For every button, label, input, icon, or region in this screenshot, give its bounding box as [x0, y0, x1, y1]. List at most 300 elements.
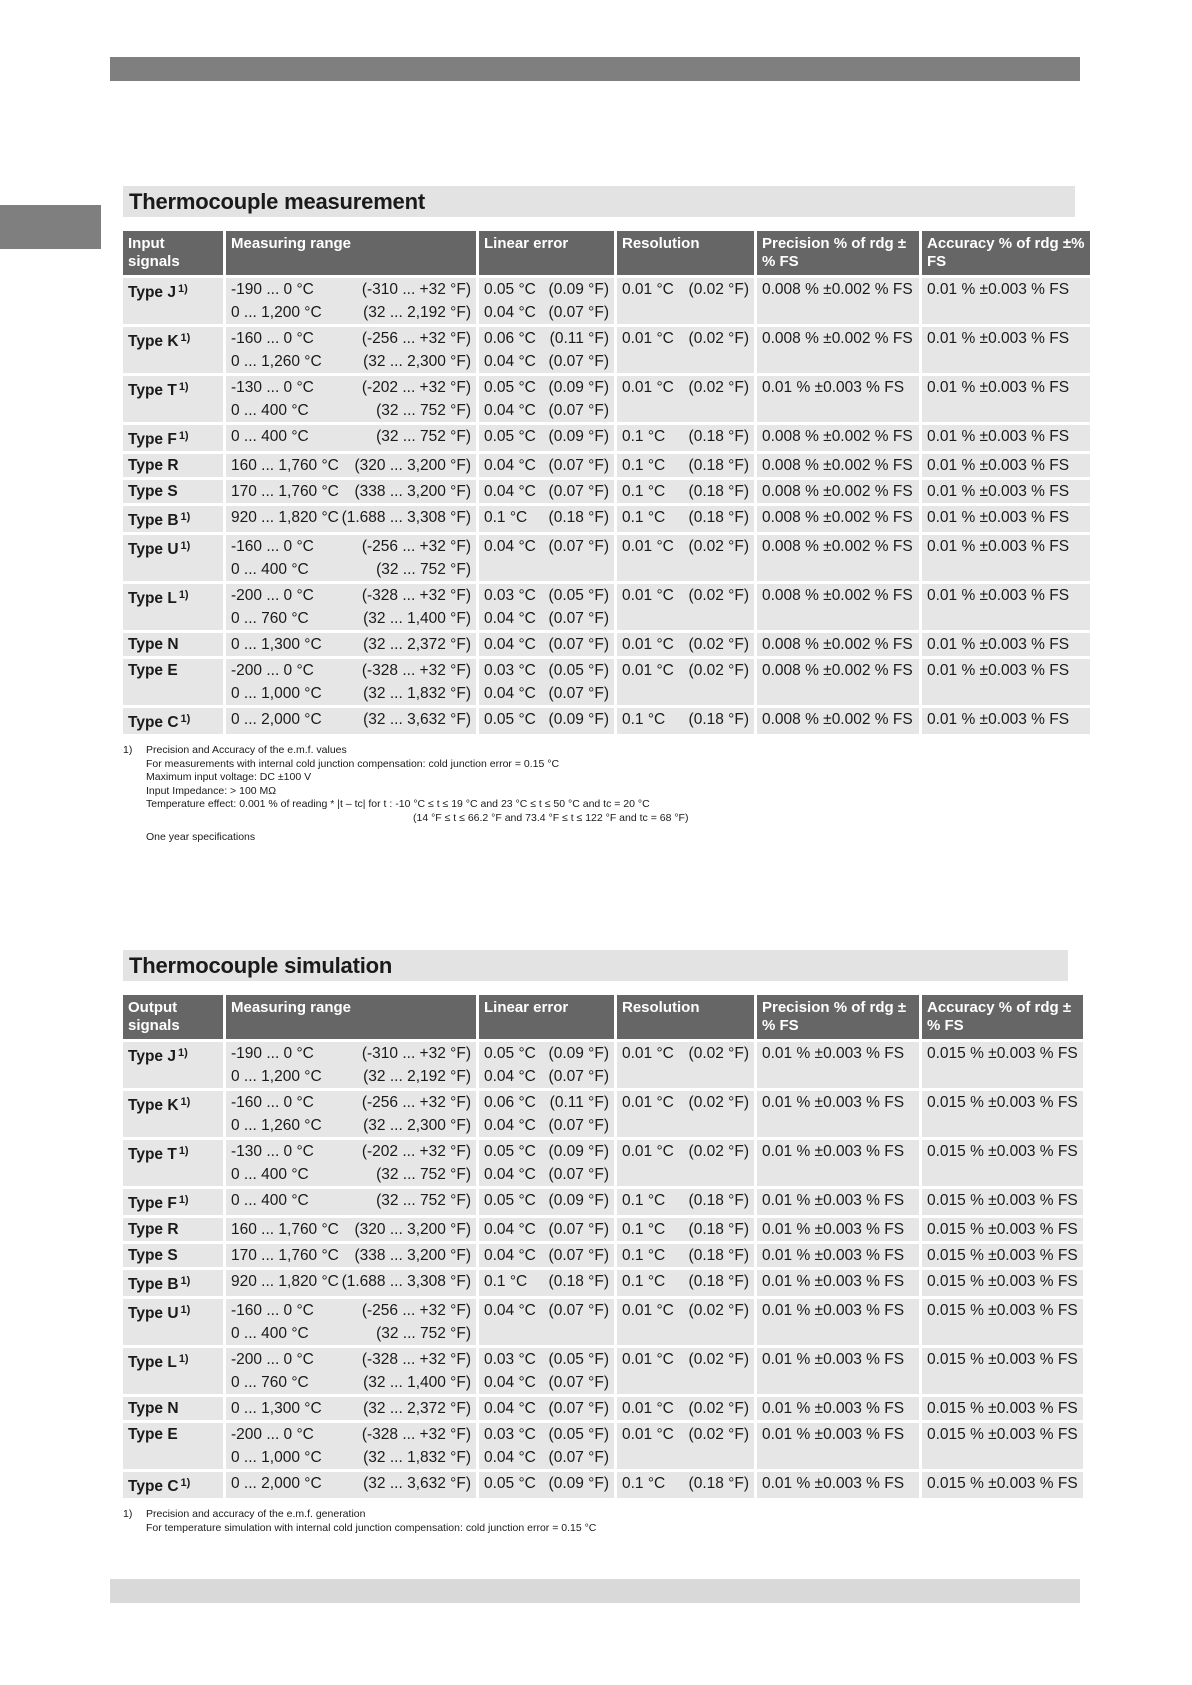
type-label: Type K	[128, 1097, 179, 1114]
type-label: Type C	[128, 714, 179, 731]
range-fahrenheit: (338 ... 3,200 °F)	[354, 483, 471, 500]
resolution-cell	[617, 532, 754, 581]
measuring-range-cell	[226, 324, 476, 373]
linear-error-fahrenheit: (0.07 °F)	[548, 1247, 609, 1264]
linear-error-line	[484, 1065, 609, 1088]
range-fahrenheit: (32 ... 1,832 °F)	[363, 1449, 471, 1466]
range-line	[231, 376, 471, 399]
linear-error-line	[484, 301, 609, 324]
table-row	[123, 503, 1090, 532]
thermocouple-type	[123, 630, 223, 656]
accuracy-cell: 0.015 % ±0.003 % FS	[922, 1241, 1083, 1267]
accuracy-cell: 0.015 % ±0.003 % FS	[922, 1267, 1083, 1296]
linear-error-cell	[479, 1088, 614, 1137]
range-celsius: 0 ... 1,200 °C	[231, 304, 322, 321]
linear-error-cell	[479, 451, 614, 477]
range-celsius: 0 ... 400 °C	[231, 428, 309, 445]
resolution-cell	[617, 1241, 754, 1267]
linear-error-fahrenheit: (0.07 °F)	[548, 636, 609, 653]
range-celsius: -190 ... 0 °C	[231, 1045, 314, 1062]
type-label: Type N	[128, 636, 179, 653]
resolution-fahrenheit: (0.18 °F)	[688, 1247, 749, 1264]
linear-error-fahrenheit: (0.07 °F)	[548, 353, 609, 370]
resolution-celsius: 0.1 °C	[622, 1192, 666, 1209]
footnote-ref: 1)	[180, 332, 191, 344]
resolution-line	[622, 1140, 749, 1163]
linear-error-fahrenheit: (0.05 °F)	[548, 662, 609, 679]
resolution-celsius: 0.01 °C	[622, 1400, 674, 1417]
range-fahrenheit: (32 ... 752 °F)	[376, 1166, 471, 1183]
range-celsius: -160 ... 0 °C	[231, 1094, 314, 1111]
footnote-ref: 1)	[180, 1477, 191, 1489]
table-row	[123, 1215, 1083, 1241]
linear-error-line	[484, 708, 609, 731]
resolution-line	[622, 1270, 749, 1293]
table-row	[123, 581, 1090, 630]
range-line	[231, 425, 471, 448]
linear-error-fahrenheit: (0.05 °F)	[548, 587, 609, 604]
precision-cell: 0.01 % ±0.003 % FS	[757, 1420, 919, 1469]
precision-cell: 0.008 % ±0.002 % FS	[757, 656, 919, 705]
footnote-ref: 1)	[180, 1304, 191, 1316]
range-line	[231, 1348, 471, 1371]
precision-cell: 0.01 % ±0.003 % FS	[757, 1469, 919, 1498]
range-celsius: 0 ... 2,000 °C	[231, 711, 322, 728]
thermocouple-type	[123, 275, 223, 324]
measuring-range-cell	[226, 1215, 476, 1241]
range-celsius: 0 ... 400 °C	[231, 402, 309, 419]
resolution-celsius: 0.01 °C	[622, 1351, 674, 1368]
footnote-text: For measurements with internal cold junction compensation: cold junction error = 0.15 °C	[146, 757, 560, 770]
linear-error-celsius: 0.04 °C	[484, 1247, 536, 1264]
resolution-line	[622, 1218, 749, 1241]
range-line	[231, 399, 471, 422]
accuracy-cell: 0.01 % ±0.003 % FS	[922, 451, 1090, 477]
range-line	[231, 454, 471, 477]
table-row	[123, 477, 1090, 503]
type-label: Type R	[128, 1221, 179, 1238]
range-fahrenheit: (32 ... 1,832 °F)	[363, 685, 471, 702]
footnote-number: 1)	[123, 744, 133, 756]
resolution-cell	[617, 630, 754, 656]
linear-error-cell	[479, 373, 614, 422]
resolution-line	[622, 454, 749, 477]
range-fahrenheit: (320 ... 3,200 °F)	[354, 457, 471, 474]
resolution-line	[622, 659, 749, 682]
linear-error-celsius: 0.05 °C	[484, 281, 536, 298]
type-label: Type F	[128, 1195, 177, 1212]
resolution-celsius: 0.1 °C	[622, 428, 666, 445]
range-celsius: -200 ... 0 °C	[231, 587, 314, 604]
resolution-fahrenheit: (0.02 °F)	[688, 1426, 749, 1443]
header-accuracy: Accuracy % of rdg ±% FS	[922, 231, 1090, 275]
linear-error-fahrenheit: (0.07 °F)	[548, 304, 609, 321]
range-celsius: -190 ... 0 °C	[231, 281, 314, 298]
accuracy-cell: 0.01 % ±0.003 % FS	[922, 705, 1090, 734]
range-celsius: -200 ... 0 °C	[231, 1351, 314, 1368]
table-row	[123, 1394, 1083, 1420]
resolution-cell	[617, 1345, 754, 1394]
measurement-body	[123, 275, 1090, 734]
resolution-cell	[617, 422, 754, 451]
precision-cell: 0.01 % ±0.003 % FS	[757, 1296, 919, 1345]
linear-error-celsius: 0.1 °C	[484, 1273, 528, 1290]
footnote-text: Input Impedance: > 100 MΩ	[146, 784, 277, 797]
range-line	[231, 1163, 471, 1186]
table-row	[123, 1267, 1083, 1296]
linear-error-celsius: 0.05 °C	[484, 379, 536, 396]
accuracy-cell: 0.015 % ±0.003 % FS	[922, 1296, 1083, 1345]
table-row	[123, 1186, 1083, 1215]
range-line	[231, 327, 471, 350]
resolution-cell	[617, 324, 754, 373]
range-fahrenheit: (-310 ... +32 °F)	[361, 281, 471, 298]
linear-error-line	[484, 1091, 609, 1114]
linear-error-line	[484, 327, 609, 350]
range-fahrenheit: (-256 ... +32 °F)	[361, 330, 471, 347]
linear-error-fahrenheit: (0.09 °F)	[548, 1045, 609, 1062]
range-celsius: -160 ... 0 °C	[231, 330, 314, 347]
linear-error-line	[484, 633, 609, 656]
range-line	[231, 535, 471, 558]
linear-error-fahrenheit: (0.09 °F)	[548, 428, 609, 445]
accuracy-cell: 0.01 % ±0.003 % FS	[922, 581, 1090, 630]
type-label: Type T	[128, 1146, 177, 1163]
resolution-fahrenheit: (0.02 °F)	[688, 662, 749, 679]
measuring-range-cell	[226, 422, 476, 451]
range-celsius: 160 ... 1,760 °C	[231, 1221, 339, 1238]
range-fahrenheit: (-256 ... +32 °F)	[361, 538, 471, 555]
resolution-line	[622, 278, 749, 301]
measurement-section	[123, 186, 1085, 845]
linear-error-cell	[479, 1394, 614, 1420]
range-fahrenheit: (32 ... 752 °F)	[376, 1192, 471, 1209]
measuring-range-cell	[226, 581, 476, 630]
precision-cell: 0.01 % ±0.003 % FS	[757, 1088, 919, 1137]
resolution-line	[622, 1244, 749, 1267]
resolution-fahrenheit: (0.02 °F)	[688, 1302, 749, 1319]
resolution-cell	[617, 1088, 754, 1137]
thermocouple-type	[123, 656, 223, 705]
linear-error-line	[484, 1218, 609, 1241]
resolution-line	[622, 425, 749, 448]
range-line	[231, 1042, 471, 1065]
linear-error-line	[484, 584, 609, 607]
thermocouple-type	[123, 532, 223, 581]
range-fahrenheit: (32 ... 752 °F)	[376, 402, 471, 419]
resolution-fahrenheit: (0.02 °F)	[688, 281, 749, 298]
resolution-line	[622, 708, 749, 731]
table-row	[123, 275, 1090, 324]
thermocouple-type	[123, 1420, 223, 1469]
resolution-cell	[617, 1394, 754, 1420]
footnote-line	[123, 831, 1075, 845]
measuring-range-cell	[226, 1296, 476, 1345]
thermocouple-type	[123, 1345, 223, 1394]
measuring-range-cell	[226, 1394, 476, 1420]
precision-cell: 0.01 % ±0.003 % FS	[757, 1186, 919, 1215]
precision-cell: 0.008 % ±0.002 % FS	[757, 581, 919, 630]
range-line	[231, 584, 471, 607]
linear-error-cell	[479, 630, 614, 656]
linear-error-celsius: 0.04 °C	[484, 402, 536, 419]
measuring-range-cell	[226, 1420, 476, 1469]
precision-cell: 0.008 % ±0.002 % FS	[757, 630, 919, 656]
linear-error-cell	[479, 1039, 614, 1088]
linear-error-celsius: 0.04 °C	[484, 538, 536, 555]
accuracy-cell: 0.015 % ±0.003 % FS	[922, 1215, 1083, 1241]
resolution-fahrenheit: (0.02 °F)	[688, 1143, 749, 1160]
resolution-fahrenheit: (0.02 °F)	[688, 587, 749, 604]
resolution-celsius: 0.01 °C	[622, 1143, 674, 1160]
linear-error-celsius: 0.04 °C	[484, 1400, 536, 1417]
resolution-fahrenheit: (0.02 °F)	[688, 538, 749, 555]
resolution-cell	[617, 451, 754, 477]
footnote-number: 1)	[123, 1508, 133, 1520]
resolution-cell	[617, 373, 754, 422]
table-row	[123, 656, 1090, 705]
range-line	[231, 1423, 471, 1446]
range-celsius: 0 ... 400 °C	[231, 1166, 309, 1183]
range-fahrenheit: (32 ... 1,400 °F)	[363, 1374, 471, 1391]
resolution-celsius: 0.1 °C	[622, 1221, 666, 1238]
linear-error-line	[484, 1140, 609, 1163]
range-celsius: 0 ... 400 °C	[231, 1325, 309, 1342]
precision-cell: 0.008 % ±0.002 % FS	[757, 532, 919, 581]
header-measuring-range: Measuring range	[226, 231, 476, 275]
precision-cell: 0.008 % ±0.002 % FS	[757, 324, 919, 373]
measurement-header-row	[123, 231, 1090, 275]
resolution-celsius: 0.1 °C	[622, 711, 666, 728]
resolution-fahrenheit: (0.02 °F)	[688, 379, 749, 396]
resolution-line	[622, 1042, 749, 1065]
resolution-cell	[617, 477, 754, 503]
range-line	[231, 506, 471, 529]
linear-error-fahrenheit: (0.07 °F)	[548, 483, 609, 500]
accuracy-cell: 0.01 % ±0.003 % FS	[922, 373, 1090, 422]
precision-cell: 0.008 % ±0.002 % FS	[757, 477, 919, 503]
linear-error-cell	[479, 324, 614, 373]
linear-error-fahrenheit: (0.07 °F)	[548, 1374, 609, 1391]
resolution-fahrenheit: (0.02 °F)	[688, 330, 749, 347]
simulation-footnote	[123, 1508, 1068, 1535]
linear-error-celsius: 0.04 °C	[484, 1166, 536, 1183]
precision-cell: 0.01 % ±0.003 % FS	[757, 1267, 919, 1296]
thermocouple-type	[123, 451, 223, 477]
header-accuracy: Accuracy % of rdg ±% FS	[922, 995, 1083, 1039]
thermocouple-type	[123, 422, 223, 451]
footnote-text: Precision and accuracy of the e.m.f. generation	[146, 1508, 366, 1520]
range-fahrenheit: (338 ... 3,200 °F)	[354, 1247, 471, 1264]
linear-error-fahrenheit: (0.07 °F)	[548, 1068, 609, 1085]
type-label: Type S	[128, 483, 178, 500]
footnote-ref: 1)	[180, 1275, 191, 1287]
linear-error-fahrenheit: (0.09 °F)	[548, 281, 609, 298]
type-label: Type U	[128, 1305, 179, 1322]
precision-cell: 0.01 % ±0.003 % FS	[757, 1039, 919, 1088]
resolution-fahrenheit: (0.18 °F)	[688, 483, 749, 500]
linear-error-fahrenheit: (0.05 °F)	[548, 1426, 609, 1443]
resolution-celsius: 0.1 °C	[622, 457, 666, 474]
header-precision: Precision % of rdg ±% FS	[757, 231, 919, 275]
linear-error-cell	[479, 1267, 614, 1296]
type-label: Type N	[128, 1400, 179, 1417]
linear-error-celsius: 0.05 °C	[484, 1192, 536, 1209]
type-label: Type J	[128, 1048, 176, 1065]
range-fahrenheit: (32 ... 2,372 °F)	[363, 1400, 471, 1417]
footnote-ref: 1)	[178, 1145, 189, 1157]
accuracy-cell: 0.01 % ±0.003 % FS	[922, 477, 1090, 503]
linear-error-line	[484, 376, 609, 399]
range-fahrenheit: (32 ... 2,192 °F)	[363, 304, 471, 321]
range-fahrenheit: (1.688 ... 3,308 °F)	[341, 509, 471, 526]
footnote-line	[123, 812, 1075, 826]
range-celsius: 0 ... 400 °C	[231, 1192, 309, 1209]
table-row	[123, 1345, 1083, 1394]
linear-error-line	[484, 535, 609, 558]
header-resolution: Resolution	[617, 231, 754, 275]
linear-error-cell	[479, 656, 614, 705]
table-row	[123, 422, 1090, 451]
range-line	[231, 1446, 471, 1469]
resolution-fahrenheit: (0.18 °F)	[688, 1475, 749, 1492]
thermocouple-type	[123, 503, 223, 532]
linear-error-cell	[479, 1215, 614, 1241]
range-celsius: 0 ... 1,260 °C	[231, 1117, 322, 1134]
linear-error-celsius: 0.03 °C	[484, 587, 536, 604]
range-line	[231, 558, 471, 581]
linear-error-celsius: 0.04 °C	[484, 457, 536, 474]
linear-error-fahrenheit: (0.18 °F)	[548, 1273, 609, 1290]
thermocouple-type	[123, 1088, 223, 1137]
linear-error-celsius: 0.03 °C	[484, 1351, 536, 1368]
thermocouple-type	[123, 373, 223, 422]
resolution-cell	[617, 1420, 754, 1469]
resolution-fahrenheit: (0.02 °F)	[688, 1045, 749, 1062]
accuracy-cell: 0.015 % ±0.003 % FS	[922, 1420, 1083, 1469]
linear-error-celsius: 0.04 °C	[484, 1302, 536, 1319]
simulation-header-row	[123, 995, 1083, 1039]
linear-error-fahrenheit: (0.07 °F)	[548, 1449, 609, 1466]
range-fahrenheit: (32 ... 752 °F)	[376, 428, 471, 445]
table-row	[123, 373, 1090, 422]
thermocouple-type	[123, 1186, 223, 1215]
footnote-text: One year specifications	[146, 831, 256, 843]
range-celsius: 160 ... 1,760 °C	[231, 457, 339, 474]
footnote-text: (14 °F ≤ t ≤ 66.2 °F and 73.4 °F ≤ t ≤ 122 °F and tc = 68 °F)	[413, 811, 689, 824]
footer-bar	[110, 1579, 1080, 1603]
range-line	[231, 1322, 471, 1345]
linear-error-cell	[479, 1186, 614, 1215]
resolution-celsius: 0.01 °C	[622, 330, 674, 347]
range-fahrenheit: (-328 ... +32 °F)	[361, 662, 471, 679]
type-label: Type L	[128, 590, 177, 607]
range-fahrenheit: (32 ... 752 °F)	[376, 1325, 471, 1342]
header-resolution: Resolution	[617, 995, 754, 1039]
range-fahrenheit: (32 ... 2,300 °F)	[363, 1117, 471, 1134]
linear-error-cell	[479, 1137, 614, 1186]
type-label: Type T	[128, 382, 177, 399]
range-celsius: 920 ... 1,820 °C	[231, 509, 339, 526]
range-fahrenheit: (32 ... 2,192 °F)	[363, 1068, 471, 1085]
range-celsius: 170 ... 1,760 °C	[231, 483, 339, 500]
range-line	[231, 1189, 471, 1212]
range-line	[231, 1270, 471, 1293]
linear-error-cell	[479, 532, 614, 581]
range-line	[231, 1371, 471, 1394]
range-line	[231, 1397, 471, 1420]
resolution-fahrenheit: (0.18 °F)	[688, 428, 749, 445]
linear-error-cell	[479, 705, 614, 734]
resolution-fahrenheit: (0.18 °F)	[688, 711, 749, 728]
range-line	[231, 708, 471, 731]
range-celsius: 0 ... 1,000 °C	[231, 685, 322, 702]
header-linear-error: Linear error	[479, 995, 614, 1039]
linear-error-celsius: 0.04 °C	[484, 685, 536, 702]
range-line	[231, 1091, 471, 1114]
footnote-ref: 1)	[178, 589, 189, 601]
type-label: Type E	[128, 1426, 178, 1443]
linear-error-fahrenheit: (0.07 °F)	[548, 1302, 609, 1319]
thermocouple-type	[123, 324, 223, 373]
resolution-line	[622, 1397, 749, 1420]
linear-error-line	[484, 278, 609, 301]
range-line	[231, 659, 471, 682]
footnote-text: For temperature simulation with internal cold junction compensation: cold junction error = 0.15 °C	[146, 1521, 597, 1534]
footnote-line	[123, 744, 1075, 758]
resolution-cell	[617, 581, 754, 630]
linear-error-line	[484, 425, 609, 448]
thermocouple-type	[123, 705, 223, 734]
resolution-cell	[617, 1137, 754, 1186]
range-line	[231, 682, 471, 705]
type-label: Type F	[128, 431, 177, 448]
resolution-fahrenheit: (0.02 °F)	[688, 1400, 749, 1417]
range-line	[231, 1299, 471, 1322]
resolution-line	[622, 1348, 749, 1371]
table-row	[123, 705, 1090, 734]
footnote-line	[123, 798, 1075, 812]
linear-error-fahrenheit: (0.07 °F)	[548, 1400, 609, 1417]
linear-error-celsius: 0.05 °C	[484, 1045, 536, 1062]
linear-error-celsius: 0.1 °C	[484, 509, 528, 526]
resolution-celsius: 0.01 °C	[622, 1426, 674, 1443]
range-fahrenheit: (1.688 ... 3,308 °F)	[341, 1273, 471, 1290]
resolution-celsius: 0.01 °C	[622, 587, 674, 604]
range-celsius: -160 ... 0 °C	[231, 538, 314, 555]
linear-error-fahrenheit: (0.09 °F)	[548, 1143, 609, 1160]
linear-error-cell	[479, 422, 614, 451]
range-fahrenheit: (-328 ... +32 °F)	[361, 1426, 471, 1443]
range-line	[231, 1218, 471, 1241]
linear-error-line	[484, 1299, 609, 1322]
range-celsius: -200 ... 0 °C	[231, 1426, 314, 1443]
linear-error-line	[484, 399, 609, 422]
precision-cell: 0.008 % ±0.002 % FS	[757, 503, 919, 532]
linear-error-fahrenheit: (0.07 °F)	[548, 1166, 609, 1183]
footnote-text: Temperature effect: 0.001 % of reading * |t – tc| for t : -10 °C ≤ t ≤ 19 °C and 23 °C ≤ t ≤ 50 °C and tc = 20 °C	[146, 798, 650, 810]
footnote-line	[123, 758, 1075, 772]
footnote-text: Maximum input voltage: DC ±100 V	[146, 771, 312, 783]
resolution-cell	[617, 1267, 754, 1296]
header-measuring-range: Measuring range	[226, 995, 476, 1039]
table-row	[123, 1088, 1083, 1137]
type-label: Type B	[128, 512, 179, 529]
linear-error-celsius: 0.04 °C	[484, 1449, 536, 1466]
linear-error-celsius: 0.06 °C	[484, 1094, 536, 1111]
accuracy-cell: 0.01 % ±0.003 % FS	[922, 422, 1090, 451]
accuracy-cell: 0.015 % ±0.003 % FS	[922, 1137, 1083, 1186]
